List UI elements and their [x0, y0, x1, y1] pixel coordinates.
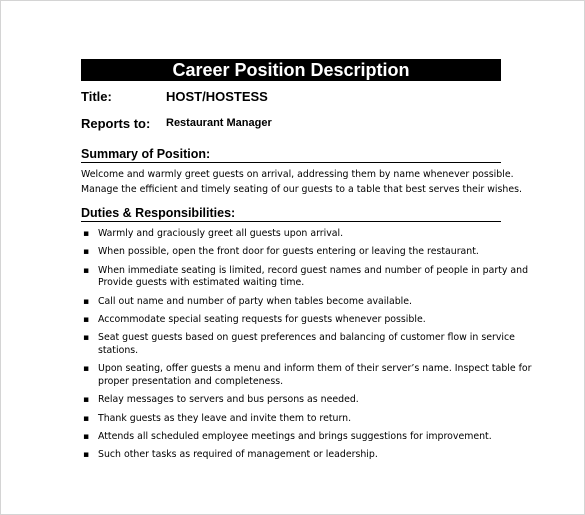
duty-item	[81, 449, 506, 462]
bullet-icon: ▪	[83, 333, 90, 344]
duty-item	[81, 264, 529, 291]
title-field-label: Title:	[81, 89, 112, 104]
duty-text-line: Upon seating, offer guests a menu and inform them of their server’s name. Inspect table for	[98, 363, 532, 375]
duties-heading	[81, 206, 501, 222]
duty-text-line: Provide guests with estimated waiting time.	[98, 277, 305, 289]
duty-item	[81, 394, 506, 407]
duty-text-line: Warmly and graciously greet all guests upon arrival.	[98, 228, 344, 239]
duties-list	[81, 228, 532, 468]
summary-text	[81, 168, 522, 197]
duty-item	[81, 332, 515, 358]
reports-to-field-label: Reports to:	[81, 116, 151, 131]
duty-text-line: Attends all scheduled employee meetings and brings suggestions for improvement.	[98, 431, 492, 443]
duty-item	[81, 314, 506, 327]
bullet-icon: ▪	[83, 413, 90, 424]
duty-text-line: When immediate seating is limited, record guest names and number of people in party and	[98, 264, 529, 276]
bullet-icon: ▪	[83, 364, 90, 375]
duty-text-line: Relay messages to servers and bus persons as needed.	[98, 394, 359, 406]
duty-text-line: Accommodate special seating requests for guests whenever possible.	[98, 313, 426, 325]
bullet-icon: ▪	[83, 432, 90, 443]
reports-to-field-value: Restaurant Manager	[166, 117, 272, 129]
duty-item	[81, 431, 506, 444]
summary-line: Manage the efficient and timely seating of our guests to a table that best serves their wishes.	[81, 183, 522, 195]
duty-text-line: Such other tasks as required of management or leadership.	[98, 449, 378, 461]
duty-item	[81, 296, 506, 309]
summary-heading-text: Summary of Position:	[81, 147, 211, 161]
summary-heading	[81, 147, 501, 163]
title-field-value: HOST/HOSTESS	[166, 89, 268, 104]
duty-text-line: Seat guest guests based on guest preferences and balancing of customer flow in service	[98, 332, 515, 344]
duty-text-line: Call out name and number of party when tables become available.	[98, 295, 413, 307]
bullet-icon: ▪	[83, 314, 90, 325]
document-title: Career Position Description	[81, 59, 501, 81]
bullet-icon: ▪	[83, 229, 90, 239]
summary-line: Welcome and warmly greet guests on arrival, addressing them by name whenever possible.	[81, 169, 514, 180]
duty-text-line: When possible, open the front door for guests entering or leaving the restaurant.	[98, 246, 479, 258]
bullet-icon: ▪	[83, 296, 90, 307]
duty-item	[81, 363, 532, 389]
duty-item	[81, 228, 506, 241]
duty-item	[81, 246, 506, 259]
duty-text-line: proper presentation and completeness.	[98, 376, 284, 388]
bullet-icon: ▪	[83, 395, 90, 406]
duty-text-line: Thank guests as they leave and invite them to return.	[98, 412, 352, 424]
duty-text-line: stations.	[98, 345, 139, 357]
duties-heading-text: Duties & Responsibilities:	[81, 206, 236, 220]
duty-item	[81, 413, 506, 426]
bullet-icon: ▪	[83, 265, 90, 276]
bullet-icon: ▪	[83, 247, 90, 258]
bullet-icon: ▪	[83, 450, 90, 461]
